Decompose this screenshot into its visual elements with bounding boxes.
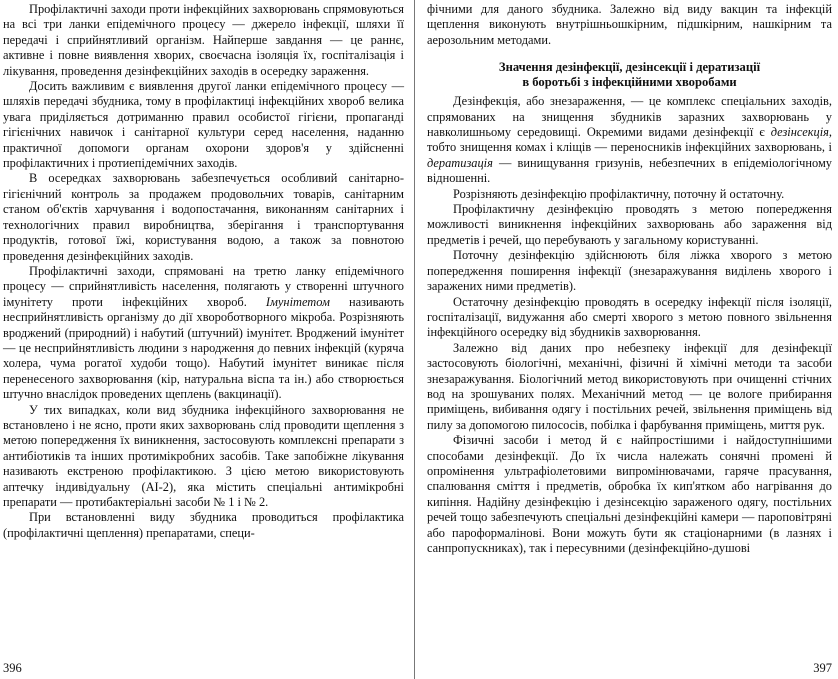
paragraph: У тих випадках, коли вид збудника інфекційного захворювання не встановлено і не ясно, проти яких захворювань слід проводити щеплення з метою попередження їх виникнення, застосовують комплексні препарати з антибіотиків та інших протимікробних засобів. Таке запобіжне лікування називають екстреною профілактикою. З цією метою використовують аптечку індивідуальну (АІ-2), яка містить спеціальні антимікробні препарати — протибактеріальні засоби № 1 і № 2. bbox=[3, 402, 404, 509]
section-heading bbox=[427, 60, 832, 90]
page-number: 396 bbox=[3, 661, 22, 675]
paragraph: Розрізняють дезінфекцію профілактичну, поточну й остаточну. bbox=[453, 186, 785, 201]
text-run: тобто знищення комах і кліщів — переносників інфекційних захворювань, і bbox=[427, 140, 832, 155]
heading-line: Значення дезінфекції, дезінсекції і дератизації bbox=[498, 60, 761, 75]
paragraph: Профілактичну дезінфекцію проводять з метою попередження можливості виникнення інфекційних захворювань або зараження від предметів і речей, що перебувають у загальному користуванні. bbox=[427, 202, 832, 247]
paragraph: Поточну дезінфекцію здійснюють біля ліжка хворого з метою попередження поширення інфекції (знезаражування виділень хворого і заражених ними предметів). bbox=[427, 248, 832, 294]
text-run: Профілактичні заходи, спрямовані на третю ланку епідемічного процесу — сприйнятливість населення, полягають у створенні штучного імунітету проти інфекційних хвороб. bbox=[3, 263, 404, 309]
paragraph-immunity bbox=[3, 264, 404, 403]
term-deratization: дератизація bbox=[427, 155, 493, 170]
paragraph: Досить важливим є виявлення другої ланки епідемічного процесу — шляхів передачі збудника, тому в профілактиці інфекційних хвороб велика увага приділяється дотриманню правил особистої гігієни, пропаганді гігієнічних навичок і санітарної культури серед населення, наданню практичної допомоги органам охорони здоров'я у здійсненні профілактичних і протиепідемічних заходів. bbox=[3, 79, 404, 171]
paragraph-disinfection bbox=[427, 94, 832, 186]
text-run: називають несприйнятливість організму до дії хвороботворного мікроба. Розрізняють вроджений (природний) і набутий (штучний) імунітет. Вроджений імунітет — це несприйнятливість людини з народження до певних інфекцій (куряча холера, чума рогатої худоби тощо). Набутий імунітет виникає після перенесеного захворювання (кір, натуральна віспа та ін.) або створюється штучно внаслідок проведених щеплень (вакцинації). bbox=[3, 294, 404, 402]
term-immunity: Імунітетом bbox=[265, 294, 330, 309]
left-text-column bbox=[3, 2, 404, 541]
left-page bbox=[0, 0, 410, 679]
page-divider bbox=[414, 0, 415, 679]
term-disinsection: дезінсекція, bbox=[770, 125, 832, 140]
paragraph: Фізичні засоби і метод й є найпростішими і найдоступнішими способами дезінфекції. До їх числа належать сонячні промені й опромінення ультрафіолетовими випромінювачами, гаряче прасування, спалювання сміття і предметів, обробка їх кип'ятком або нагрівання до кипіння. Надійну дезінфекцію і дезінсекцію зараженого одягу, постільних речей тощо забезпечують спеціальні дезінфекційні камери — пароповітряні або пароформалінові. Вони можуть бути як стаціонарними (в лазнях і санпропускниках), так і пересувними (дезінфекційно-душові bbox=[427, 433, 832, 555]
paragraph: При встановленні виду збудника проводиться профілактика (профілактичні щеплення) препаратами, специ- bbox=[3, 510, 404, 540]
text-run: Дезінфекція, або знезараження, — це комплекс спеціальних заходів, спрямованих на знищення збудників заразних захворювань у навколишньому середовищі. Окремими видами дезінфекції є bbox=[427, 94, 832, 140]
right-text-column bbox=[427, 2, 832, 556]
paragraph: Залежно від даних про небезпеку інфекції для дезінфекції застосовують біологічні, механічні, фізичні й хімічні методи та засоби знезаражування. Біологічний метод використовують при очищенні стічних вод на зрошуваних полях. Механічний метод — це вологе прибирання приміщень, вибивання одягу і постільних речей, звільнення приміщень від пилу за допомогою пилососів, побілка і фарбування приміщень, миття рук. bbox=[427, 340, 832, 432]
text-run: — винищування гризунів, небезпечних в епідеміологічному відношенні. bbox=[427, 155, 832, 186]
page-number: 397 bbox=[813, 661, 832, 675]
right-page bbox=[425, 0, 838, 679]
paragraph: Остаточну дезінфекцію проводять в осередку інфекції після ізоляції, госпіталізації, видужання або смерті хворого з метою повного звільнення інфекційного осередку від збудників захворювання. bbox=[427, 294, 832, 340]
heading-line: в боротьбі з інфекційними хворобами bbox=[522, 75, 737, 90]
paragraph-continuation: фічними для даного збудника. Залежно від виду вакцин та інфекцій щеплення виконують внутрішньошкірним, підшкірним, нашкірним та аерозольним методами. bbox=[427, 2, 832, 47]
paragraph: В осередках захворювань забезпечується особливий санітарно-гігієнічний контроль за продажем продовольчих товарів, санітарним станом об'єктів харчування і водопостачання, виконанням санітарних і технологічних правил виробництва, зберігання і транспортування продуктів, готової їжі, користування водою, а також за повнотою проведення дезінфекційних заходів. bbox=[3, 171, 404, 263]
paragraph: Профілактичні заходи проти інфекційних захворювань спрямовуються на всі три ланки епідемічного процесу — джерело інфекції, шляхи її передачі і сприйнятливий організм. Найперше завдання — це раннє, активне і повне виявлення хворих, своєчасна ізоляція їх, госпіталізація і лікування, проведення дезінфекційних заходів в осередку зараження. bbox=[3, 2, 404, 78]
